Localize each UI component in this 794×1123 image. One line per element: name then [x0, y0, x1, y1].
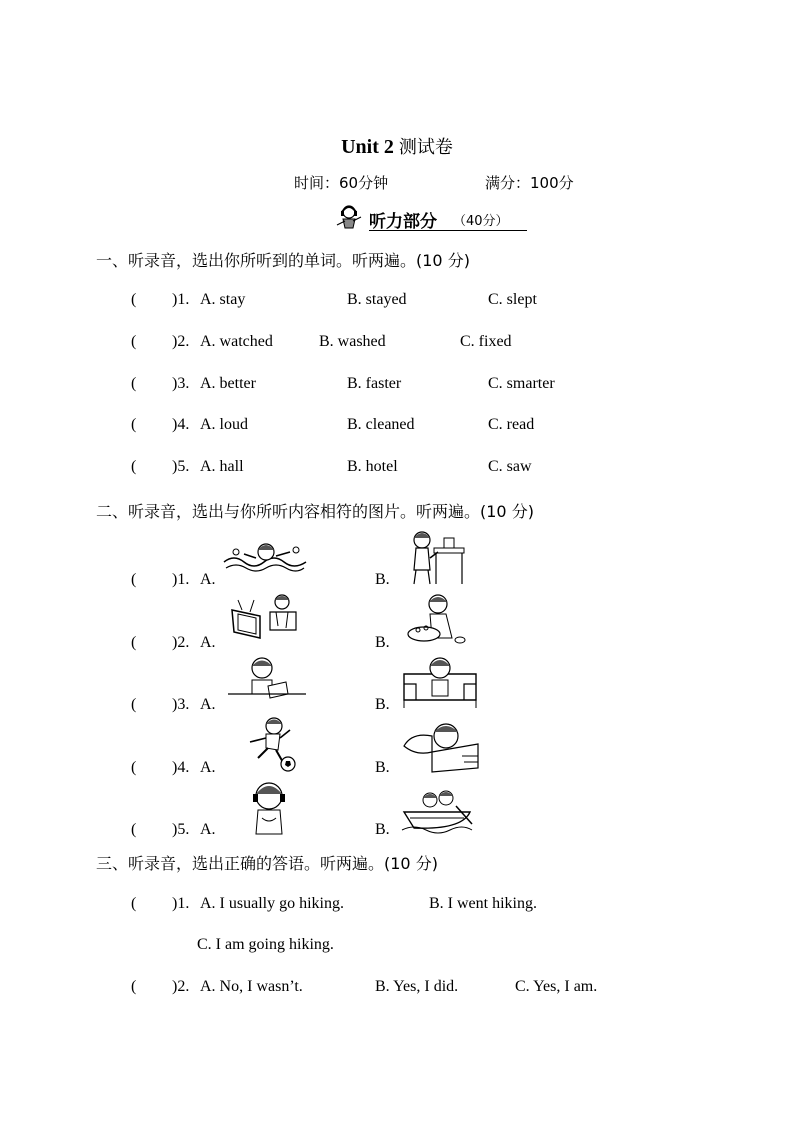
banner-underline	[369, 230, 527, 231]
girl-washing-clothes-icon	[404, 590, 468, 650]
girl-watching-tv-icon	[230, 592, 300, 644]
section3-heading: 三、听录音，选出正确的答语。听两遍。(10 分)	[96, 854, 438, 873]
option-b: B.	[375, 821, 390, 838]
option-c: C. saw	[488, 458, 532, 475]
girl-with-headphones-icon	[244, 778, 294, 836]
swimming-girl-icon	[222, 538, 308, 574]
boy-sleeping-icon	[402, 716, 480, 776]
item-number: )4.	[172, 759, 190, 776]
item-number: )3.	[172, 696, 190, 713]
option-a: A. I usually go hiking.	[200, 895, 344, 912]
item-number: )1.	[172, 571, 190, 588]
option-b: B. Yes, I did.	[375, 978, 459, 995]
option-a: A. No, I wasn’t.	[200, 978, 303, 995]
boy-eating-on-sofa-icon	[400, 654, 480, 710]
answer-paren[interactable]: (	[131, 375, 137, 392]
title-chinese: 测试卷	[398, 137, 453, 158]
answer-paren[interactable]: (	[131, 696, 137, 713]
boy-playing-football-icon	[236, 716, 298, 774]
item-number: )1.	[172, 291, 190, 308]
listening-label: 听力部分	[369, 212, 437, 232]
option-a: A. hall	[200, 458, 244, 475]
option-a: A.	[200, 759, 216, 776]
item-number: )2.	[172, 634, 190, 651]
option-b: B. I went hiking.	[429, 895, 537, 912]
option-a: A.	[200, 571, 216, 588]
option-b: B. cleaned	[347, 416, 415, 433]
children-rowing-boat-icon	[400, 786, 474, 834]
girl-cleaning-table-icon	[404, 528, 470, 586]
answer-paren[interactable]: (	[131, 458, 137, 475]
option-a: A. stay	[200, 291, 246, 308]
option-c: C. read	[488, 416, 535, 433]
answer-paren[interactable]: (	[131, 634, 137, 651]
option-a: A.	[200, 634, 216, 651]
headphone-boy-icon	[333, 203, 363, 231]
listening-score: （40分）	[453, 214, 509, 229]
answer-paren[interactable]: (	[131, 978, 137, 995]
option-b: B. hotel	[347, 458, 398, 475]
time-limit: 时间：60分钟	[294, 174, 389, 192]
option-c: C. slept	[488, 291, 537, 308]
page-title	[0, 133, 794, 159]
option-c: C. Yes, I am.	[515, 978, 598, 995]
option-a: A.	[200, 696, 216, 713]
option-c: C. I am going hiking.	[197, 936, 334, 953]
option-b: B. washed	[319, 333, 386, 350]
option-a: A. better	[200, 375, 256, 392]
girl-reading-book-icon	[228, 656, 306, 704]
option-b: B.	[375, 634, 390, 651]
option-a: A. watched	[200, 333, 273, 350]
option-b: B.	[375, 571, 390, 588]
item-number: )3.	[172, 375, 190, 392]
full-score: 满分：100分	[485, 174, 574, 192]
listening-banner	[333, 203, 533, 233]
option-b: B.	[375, 759, 390, 776]
answer-paren[interactable]: (	[131, 895, 137, 912]
option-b: B. stayed	[347, 291, 407, 308]
section2-heading: 二、听录音，选出与你所听内容相符的图片。听两遍。(10 分)	[96, 502, 534, 521]
option-b: B. faster	[347, 375, 402, 392]
answer-paren[interactable]: (	[131, 759, 137, 776]
option-c: C. smarter	[488, 375, 555, 392]
item-number: )1.	[172, 895, 190, 912]
item-number: )2.	[172, 333, 190, 350]
section1-heading: 一、听录音，选出你所听到的单词。听两遍。(10 分)	[96, 251, 470, 270]
item-number: )5.	[172, 821, 190, 838]
item-number: )2.	[172, 978, 190, 995]
option-a: A.	[200, 821, 216, 838]
answer-paren[interactable]: (	[131, 416, 137, 433]
item-number: )4.	[172, 416, 190, 433]
answer-paren[interactable]: (	[131, 333, 137, 350]
title-english: Unit 2	[341, 136, 394, 158]
item-number: )5.	[172, 458, 190, 475]
answer-paren[interactable]: (	[131, 291, 137, 308]
option-c: C. fixed	[460, 333, 512, 350]
option-b: B.	[375, 696, 390, 713]
option-a: A. loud	[200, 416, 248, 433]
answer-paren[interactable]: (	[131, 821, 137, 838]
answer-paren[interactable]: (	[131, 571, 137, 588]
